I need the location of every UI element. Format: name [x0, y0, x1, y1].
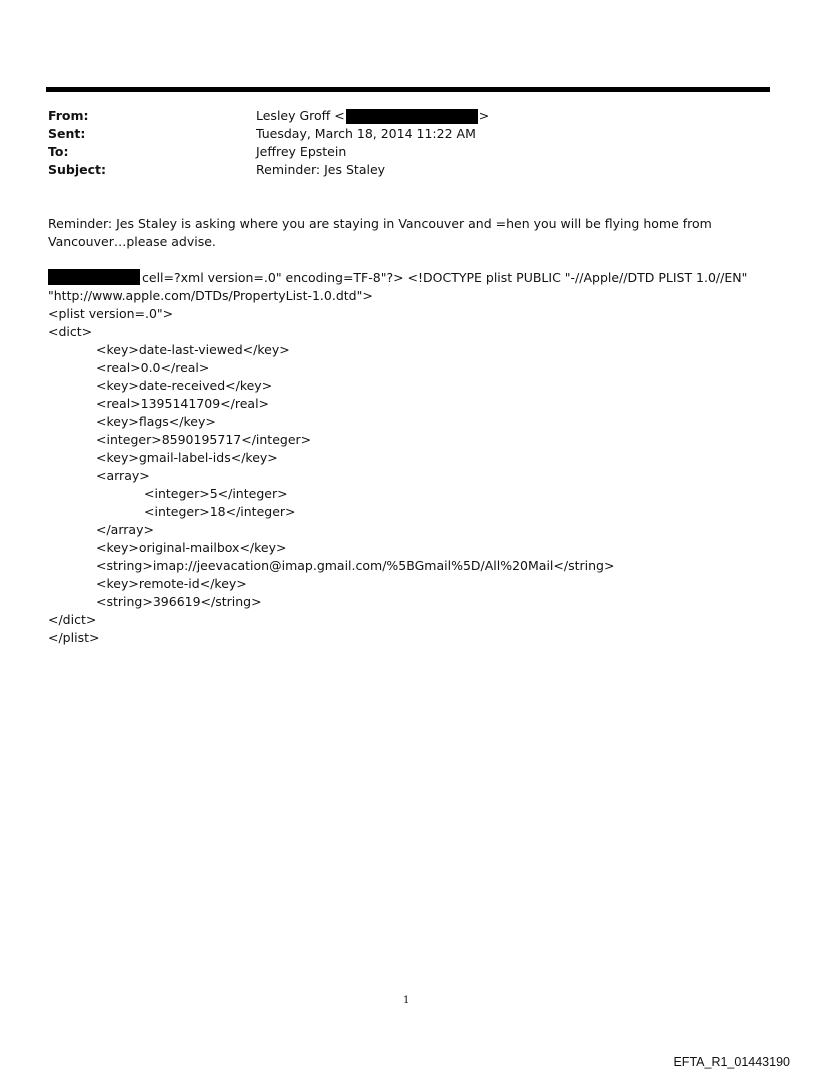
plist-line: <integer>8590195717</integer>	[96, 432, 312, 447]
subject-value: Reminder: Jes Staley	[256, 162, 386, 177]
to-value: Jeffrey Epstein	[256, 144, 347, 159]
to-label: To:	[48, 144, 69, 159]
plist-line: <key>flags</key>	[96, 414, 216, 429]
redaction-block	[346, 109, 478, 124]
sent-label: Sent:	[48, 126, 86, 141]
plist-line: <string>imap://jeevacation@imap.gmail.com/%5BGmail%5D/All%20Mail</string>	[96, 558, 615, 573]
email-body	[48, 215, 748, 251]
subject-row	[48, 161, 489, 179]
to-row	[48, 143, 489, 161]
plist-line: <key>date-last-viewed</key>	[96, 342, 290, 357]
top-divider	[46, 87, 770, 92]
from-row	[48, 107, 489, 125]
sent-value: Tuesday, March 18, 2014 11:22 AM	[256, 126, 476, 141]
plist-line: <plist version=.0">	[48, 306, 174, 321]
plist-line: <integer>18</integer>	[144, 504, 296, 519]
plist-line	[48, 269, 747, 287]
subject-label: Subject:	[48, 162, 106, 177]
plist-line: </dict>	[48, 612, 97, 627]
plist-line: <string>396619</string>	[96, 594, 262, 609]
plist-line: <real>1395141709</real>	[96, 396, 270, 411]
from-value	[256, 107, 489, 125]
body-line: Reminder: Jes Staley is asking where you are staying in Vancouver and =hen you will be flying home from	[48, 216, 712, 231]
plist-line: </plist>	[48, 630, 100, 645]
plist-line: <key>date-received</key>	[96, 378, 273, 393]
redaction-block	[48, 269, 140, 285]
plist-line: <key>original-mailbox</key>	[96, 540, 287, 555]
email-header	[48, 107, 489, 179]
page-number: 1	[403, 995, 410, 1006]
plist-line: "http://www.apple.com/DTDs/PropertyList-1.0.dtd">	[48, 288, 373, 303]
sent-row	[48, 125, 489, 143]
from-name: Lesley Groff <	[256, 108, 345, 123]
body-line: Vancouver…please advise.	[48, 234, 216, 249]
plist-line: <key>remote-id</key>	[96, 576, 247, 591]
plist-line: <real>0.0</real>	[96, 360, 210, 375]
from-label: From:	[48, 108, 89, 123]
plist-line: <array>	[96, 468, 150, 483]
plist-line: <integer>5</integer>	[144, 486, 288, 501]
plist-block	[48, 269, 747, 647]
from-suffix: >	[478, 108, 490, 123]
plist-line: <dict>	[48, 324, 93, 339]
plist-line: <key>gmail-label-ids</key>	[96, 450, 278, 465]
plist-line: </array>	[96, 522, 154, 537]
plist-text: cell=?xml version=.0" encoding=TF-8"?> <!DOCTYPE plist PUBLIC "-//Apple//DTD PLIST 1.0//EN"	[142, 270, 748, 285]
document-id: EFTA_R1_01443190	[673, 1055, 790, 1069]
